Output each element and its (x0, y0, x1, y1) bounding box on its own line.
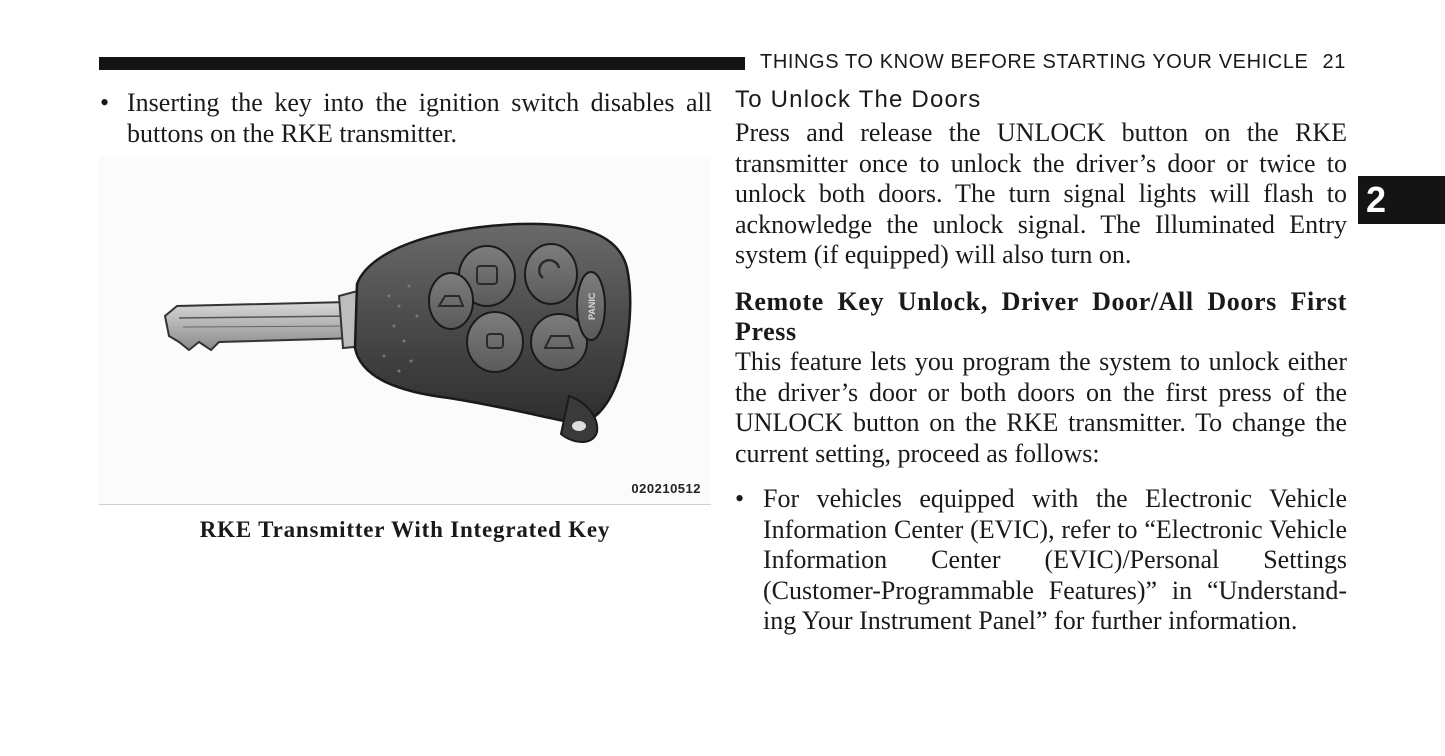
panic-label: PANIC (587, 292, 597, 320)
bullet-symbol: • (735, 484, 745, 513)
figure-code: 020210512 (631, 481, 701, 496)
page-number: 21 (1322, 51, 1346, 73)
bullet-line: (Customer-Programmable Features)” in “Understand- (763, 575, 1347, 605)
paragraph1-line: system (if equipped) will also turn on. (735, 240, 1132, 269)
bullet-line: ing Your Instrument Panel” for further information. (763, 606, 1298, 635)
paragraph2-line: current setting, proceed as follows: (735, 438, 1100, 468)
figure-caption: RKE Transmitter With Integrated Key (199, 517, 611, 542)
header-rule (99, 57, 745, 70)
left-bullet-item (100, 88, 712, 149)
subheading-line-2: Press (735, 317, 797, 346)
subheading-line-1: Remote Key Unlock, Driver Door/All Doors First (735, 287, 1347, 316)
unlock-paragraph (735, 118, 1347, 271)
chapter-tab: 2 (1358, 176, 1445, 224)
left-bullet-line-1: Inserting the key into the ignition switch disables all (127, 88, 712, 117)
running-header (760, 51, 1346, 74)
unlock-button (467, 312, 523, 372)
bullet-line: For vehicles equipped with the Electronic Vehicle (763, 484, 1347, 513)
section-heading: To Unlock The Doors (735, 86, 982, 113)
paragraph1-line: transmitter once to unlock the driver’s door or twice to (735, 148, 1347, 178)
liftgate-button (429, 273, 473, 329)
right-bullet-item (735, 484, 1347, 637)
left-bullet-line-2: buttons on the RKE transmitter. (127, 118, 458, 148)
bullet-line: Information Center (EVIC)/Personal Settings (763, 545, 1347, 574)
remote-start-button (525, 244, 577, 304)
paragraph1-line: Press and release the UNLOCK button on the RKE (735, 118, 1347, 147)
paragraph2-line: UNLOCK button on the RKE transmitter. To change the (735, 408, 1347, 437)
rke-transmitter-figure (99, 156, 711, 505)
bullet-symbol: • (100, 88, 110, 117)
running-title: THINGS TO KNOW BEFORE STARTING YOUR VEHICLE (760, 51, 1309, 73)
feature-paragraph (735, 347, 1347, 469)
paragraph1-line: acknowledge the unlock signal. The Illuminated Entry (735, 209, 1347, 239)
subheading (735, 287, 1347, 347)
paragraph1-line: unlock both doors. The turn signal lights will flash to (735, 179, 1347, 208)
paragraph2-line: This feature lets you program the system to unlock either (735, 347, 1347, 376)
bullet-line: Information Center (EVIC), refer to “Electronic Vehicle (763, 514, 1347, 544)
panic-button (577, 272, 605, 340)
paragraph2-line: the driver’s door or both doors on the first press of the (735, 377, 1347, 407)
rke-key-illustration (99, 156, 711, 504)
